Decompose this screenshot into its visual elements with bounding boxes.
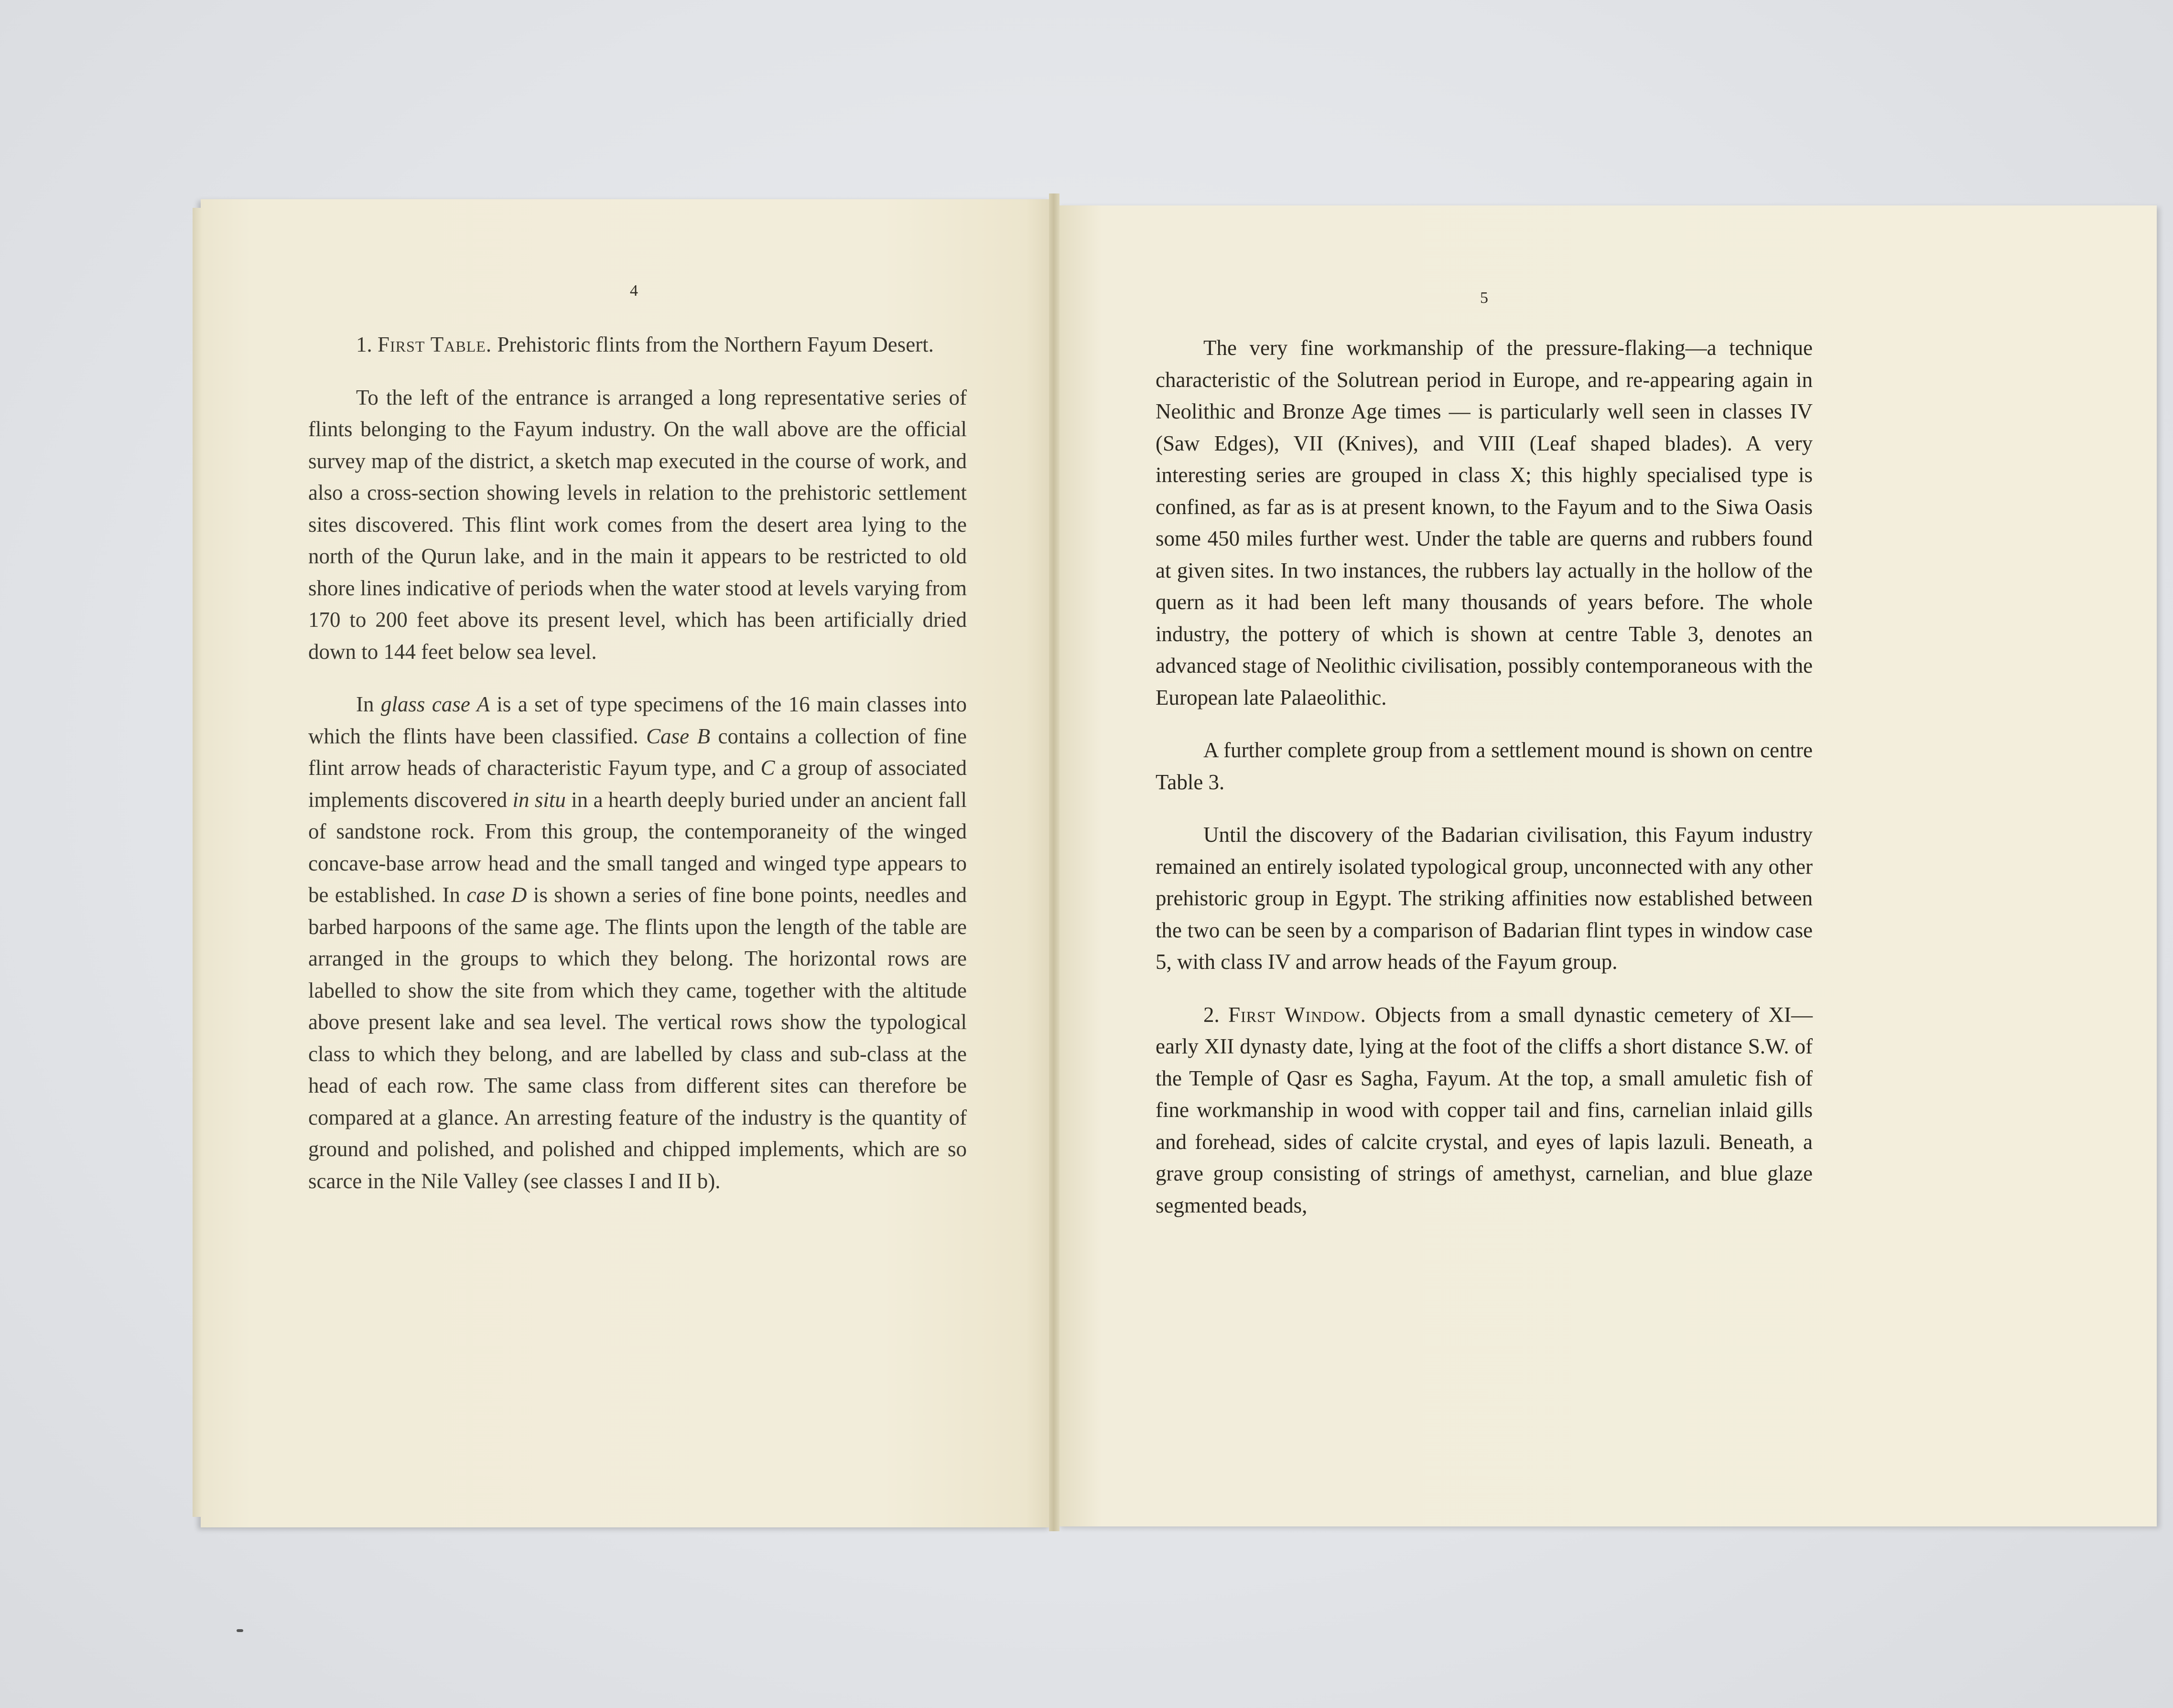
section-heading: First Table.: [378, 333, 492, 356]
paragraph: [1156, 999, 1813, 1222]
text-run: contains a collection of fine flint arrow heads of characteristic Fayum type, and: [308, 724, 967, 780]
page-number-right: 5: [1480, 289, 1488, 307]
paragraph: [1156, 734, 1813, 798]
paragraph: [308, 688, 967, 1197]
text-run: 1.: [356, 333, 378, 356]
left-page-edge: [193, 208, 202, 1517]
italic-text: Case B: [646, 724, 711, 748]
text-run: To the left of the entrance is arranged a long representative series of flints belonging to the Fayum industry. On the wall above are the official survey map of the district, a sketch map executed in the course of work, and also a cross-section showing levels in relation to the prehistoric settlement sites discovered. This flint work comes from the desert area lying to the north of the Qurun lake, and in the main it appears to be restricted to old shore lines indicative of periods when the water stood at levels varying from 170 to 200 feet above its present level, which has been artificially dried down to 144 feet below sea level.: [308, 385, 967, 664]
text-run: a group of associated implements discovered: [308, 756, 967, 812]
left-page-text: [308, 329, 967, 1197]
text-run: 2.: [1203, 1002, 1229, 1027]
italic-text: glass case A: [380, 692, 490, 716]
paragraph: [1156, 332, 1813, 713]
text-run: A further complete group from a settlement mound is shown on centre Table 3.: [1156, 738, 1813, 794]
text-run: Objects from a small dynastic cemetery of XI—early XII dynasty date, lying at the foot of the cliffs a short distance S.W. of the Temple of Qasr es Sagha, Fayum. At the top, a small amuletic fish of fine workmanship in wood with copper tail and fins, carnelian inlaid gills and forehead, sides of calcite crystal, and eyes of lapis lazuli. Beneath, a grave group consisting of strings of amethyst, carnelian, and blue glaze segmented beads,: [1156, 1002, 1813, 1217]
text-run: Prehistoric flints from the Northern Fayum Desert.: [492, 333, 934, 356]
paragraph: [308, 329, 967, 361]
text-run: in a hearth deeply buried under an ancient fall of sandstone rock. From this group, the contemporaneity of the winged concave-base arrow head and the small tanged and winged type appears to be established. In: [308, 787, 967, 907]
right-page-text: [1156, 332, 1813, 1221]
text-run: is shown a series of fine bone points, needles and barbed harpoons of the same age. The flints upon the length of the table are arranged in the groups to which they belong. The horizontal rows are labelled to show the site from which they came, together with the altitude above present lake and sea level. The vertical rows show the typological class to which they belong, and are labelled by class and sub-class at the head of each row. The same class from different sites can therefore be compared at a glance. An arresting feature of the industry is the quantity of ground and polished, and polished and chipped implements, which are so scarce in the Nile Valley (see classes I and II b).: [308, 883, 967, 1193]
paragraph: [308, 382, 967, 668]
italic-text: case D: [466, 883, 527, 907]
italic-text: in situ: [512, 787, 566, 812]
book-gutter: [1049, 193, 1059, 1531]
text-run: In: [356, 692, 381, 716]
page-number-left: 4: [630, 282, 638, 300]
paragraph: [1156, 819, 1813, 978]
section-heading: First Window.: [1228, 1002, 1366, 1027]
text-run: The very fine workmanship of the pressure-flaking—a technique characteristic of the Solutrean period in Europe, and re-appearing again in Neolithic and Bronze Age times — is particularly well seen in classes IV (Saw Edges), VII (Knives), and VIII (Leaf shaped blades). A very interesting series are grouped in class X; this highly specialised type is confined, as far as is at present known, to the Fayum and to the Siwa Oasis some 450 miles further west. Under the table are querns and rubbers found at given sites. In two instances, the rubbers lay actually in the hollow of the quern as it had been left many thousands of years before. The whole industry, the pottery of which is shown at centre Table 3, denotes an advanced stage of Neolithic civilisation, possibly contemporaneous with the European late Palaeolithic.: [1156, 336, 1813, 709]
text-run: Until the discovery of the Badarian civilisation, this Fayum industry remained an entirely isolated typological group, unconnected with any other prehistoric group in Egypt. The striking affinities now established between the two can be seen by a comparison of Badarian flint types in window case 5, with class IV and arrow heads of the Fayum group.: [1156, 823, 1813, 974]
italic-text: C: [760, 756, 775, 780]
dust-speck: [237, 1629, 243, 1632]
text-run: is a set of type specimens of the 16 main classes into which the flints have been classified.: [308, 692, 967, 748]
